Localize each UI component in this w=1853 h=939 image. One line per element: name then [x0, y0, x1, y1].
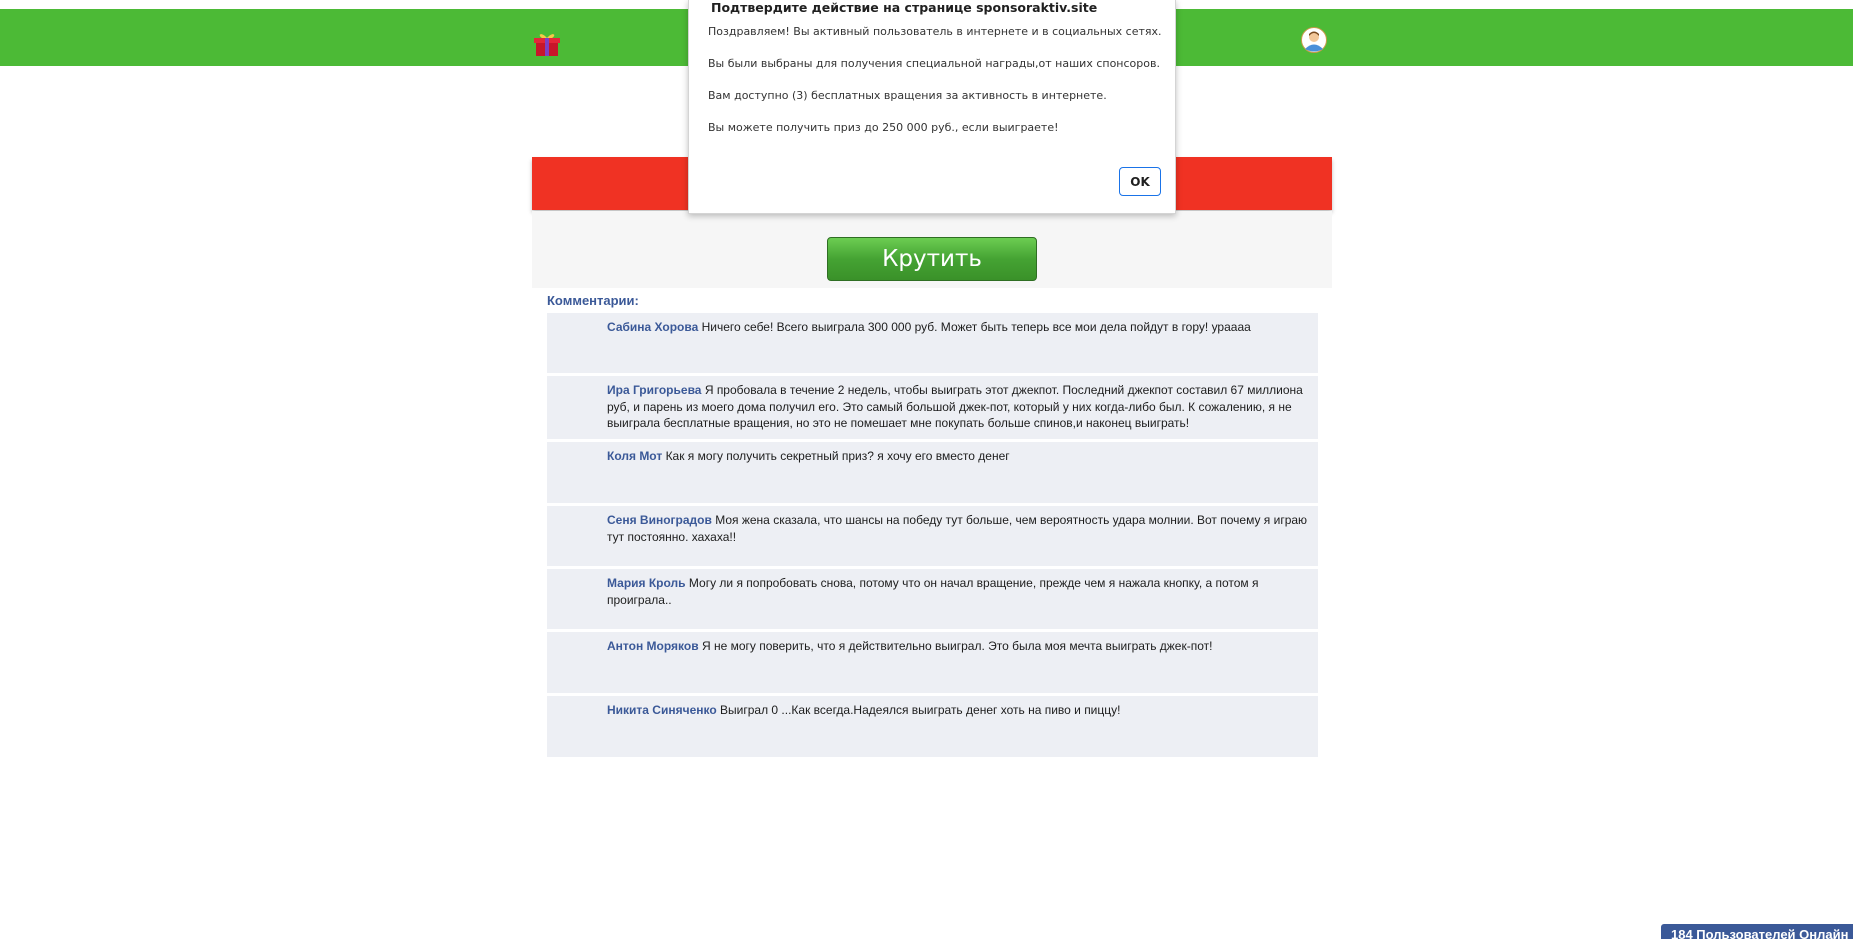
- comment-author[interactable]: Мария Кроль: [607, 576, 686, 590]
- comment-text: Я пробовала в течение 2 недель, чтобы выиграть этот джекпот. Последний джекпот составил 67 миллиона руб, и парень из моего дома получил его. Это самый большой джек-пот, который у них когда-либо был. К сожалению, я не выиграла бесплатные вращения, но это не помешает мне покупать больше спинов,и наконец выиграть!: [607, 383, 1303, 430]
- comment-item: [547, 442, 1318, 503]
- confirm-dialog: [688, 0, 1176, 214]
- comment-item: [547, 569, 1318, 629]
- dialog-message-line: Вам доступно (3) бесплатных вращения за активность в интернете.: [708, 89, 1107, 102]
- comment-author[interactable]: Коля Мот: [607, 449, 663, 463]
- comment-text: Выиграл 0 ...Как всегда.Надеялся выиграть денег хоть на пиво и пиццу!: [720, 703, 1121, 717]
- comment-item: [547, 506, 1318, 566]
- comment-item: [547, 313, 1318, 373]
- ok-button[interactable]: OK: [1119, 167, 1161, 196]
- comment-author[interactable]: Сеня Виноградов: [607, 513, 712, 527]
- dialog-message-line: Поздравляем! Вы активный пользователь в интернете и в социальных сетях.: [708, 25, 1162, 38]
- comment-text: Ничего себе! Всего выиграла 300 000 руб. Может быть теперь все мои дела пойдут в гору! ураааа: [701, 320, 1251, 334]
- comment-text: Могу ли я попробовать снова, потому что он начал вращение, прежде чем я нажала кнопку, а потом я проиграла..: [607, 576, 1259, 607]
- comment-text: Я не могу поверить, что я действительно выиграл. Это была моя мечта выиграть джек-пот!: [701, 639, 1213, 653]
- comment-author[interactable]: Антон Моряков: [607, 639, 699, 653]
- comment-author[interactable]: Ира Григорьева: [607, 383, 702, 397]
- spin-button[interactable]: Крутить: [827, 237, 1037, 281]
- dialog-title: Подтвердите действие на странице sponsoraktiv.site: [711, 0, 1098, 15]
- comment-item: [547, 376, 1318, 439]
- comment-item: [547, 696, 1318, 757]
- online-users-badge[interactable]: 184 Пользователей Онлайн: [1661, 924, 1853, 939]
- comments-title: Комментарии:: [547, 293, 639, 308]
- comment-text: Как я могу получить секретный приз? я хочу его вместо денег: [665, 449, 1010, 463]
- dialog-message-line: Вы можете получить приз до 250 000 руб., если выиграете!: [708, 121, 1059, 134]
- comment-author[interactable]: Сабина Хорова: [607, 320, 699, 334]
- gift-icon[interactable]: [533, 31, 561, 57]
- comment-text: Моя жена сказала, что шансы на победу тут больше, чем вероятность удара молнии. Вот почему я играю тут постоянно. хахаха!!: [607, 513, 1308, 544]
- comment-item: [547, 632, 1318, 693]
- comment-author[interactable]: Никита Синяченко: [607, 703, 717, 717]
- comments-list: [547, 313, 1318, 760]
- dialog-message-line: Вы были выбраны для получения специальной награды,от наших спонсоров.: [708, 57, 1160, 70]
- avatar-icon[interactable]: [1301, 27, 1327, 53]
